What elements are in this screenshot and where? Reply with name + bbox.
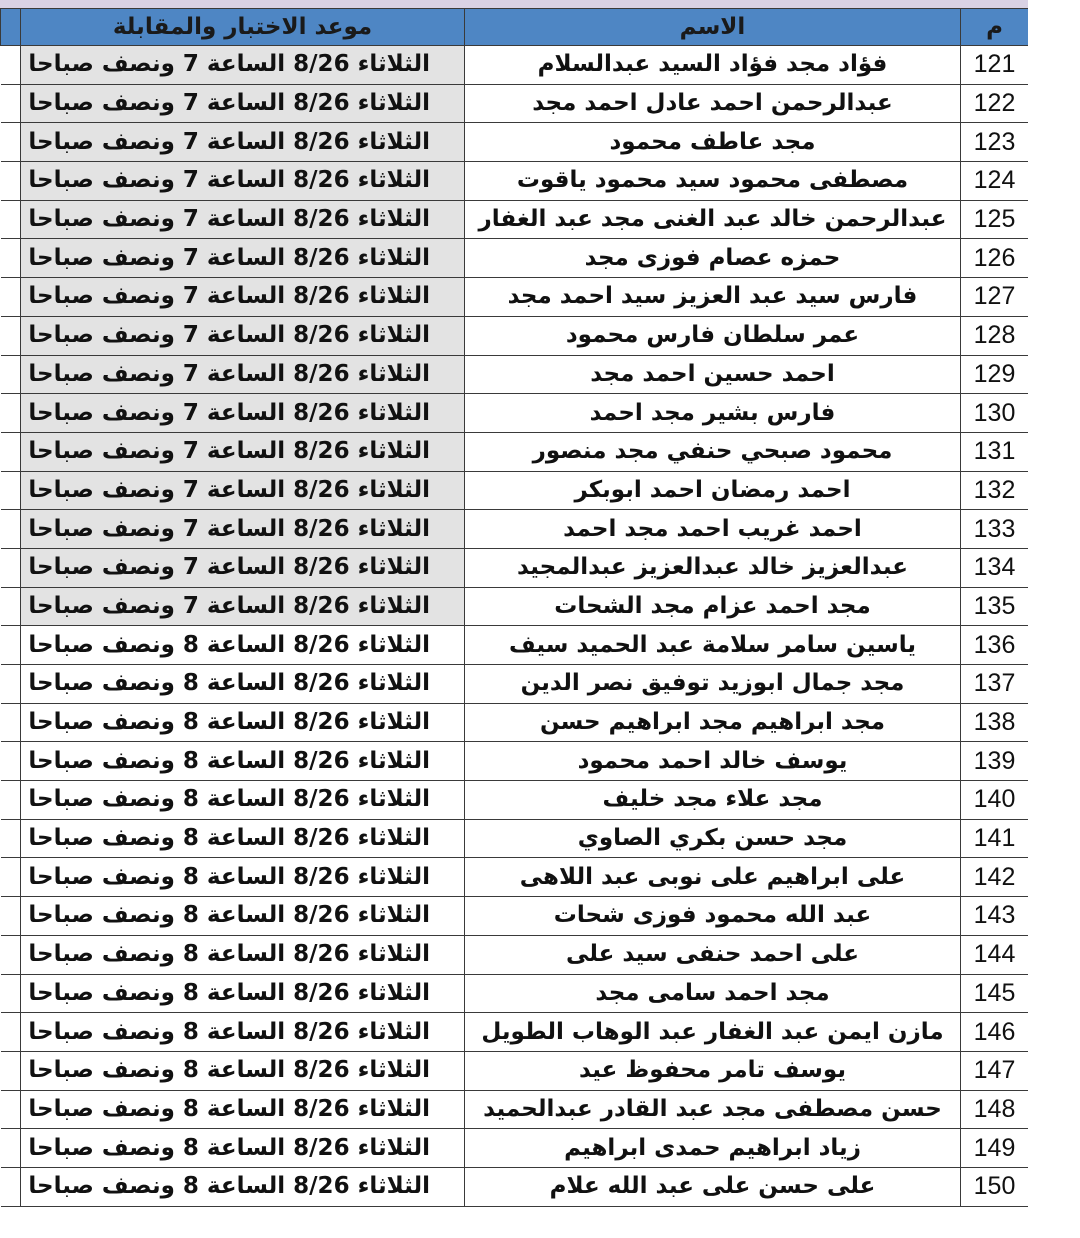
number-cell: 127: [961, 278, 1029, 317]
number-cell: 140: [961, 781, 1029, 820]
number-cell: 144: [961, 935, 1029, 974]
table-row: [1, 471, 1029, 510]
row-edge-cell: [1, 1090, 21, 1129]
table-row: [1, 742, 1029, 781]
schedule-cell: الثلاثاء 8/26 الساعة 8 ونصف صباحا: [21, 1167, 465, 1206]
schedule-cell: الثلاثاء 8/26 الساعة 7 ونصف صباحا: [21, 84, 465, 123]
schedule-cell: الثلاثاء 8/26 الساعة 7 ونصف صباحا: [21, 394, 465, 433]
number-cell: 143: [961, 897, 1029, 936]
schedule-cell: الثلاثاء 8/26 الساعة 8 ونصف صباحا: [21, 703, 465, 742]
table-row: [1, 200, 1029, 239]
name-cell: ياسين سامر سلامة عبد الحميد سيف: [465, 626, 961, 665]
table-row: [1, 1013, 1029, 1052]
row-edge-cell: [1, 471, 21, 510]
schedule-cell: الثلاثاء 8/26 الساعة 7 ونصف صباحا: [21, 278, 465, 317]
table-row: [1, 278, 1029, 317]
name-cell: مجد احمد عزام مجد الشحات: [465, 587, 961, 626]
schedule-cell: الثلاثاء 8/26 الساعة 7 ونصف صباحا: [21, 200, 465, 239]
header-schedule: موعد الاختبار والمقابلة: [21, 9, 465, 46]
schedule-cell: الثلاثاء 8/26 الساعة 8 ونصف صباحا: [21, 1051, 465, 1090]
row-edge-cell: [1, 355, 21, 394]
row-edge-cell: [1, 974, 21, 1013]
table-row: [1, 1167, 1029, 1206]
number-cell: 142: [961, 858, 1029, 897]
table-row: [1, 626, 1029, 665]
number-cell: 132: [961, 471, 1029, 510]
row-edge-cell: [1, 394, 21, 433]
table-row: [1, 316, 1029, 355]
name-cell: زياد ابراهيم حمدى ابراهيم: [465, 1129, 961, 1168]
schedule-cell: الثلاثاء 8/26 الساعة 8 ونصف صباحا: [21, 935, 465, 974]
table-row: [1, 239, 1029, 278]
header-name: الاسم: [465, 9, 961, 46]
table-row: [1, 1051, 1029, 1090]
name-cell: حسن مصطفى مجد عبد القادر عبدالحميد: [465, 1090, 961, 1129]
number-cell: 124: [961, 162, 1029, 201]
schedule-cell: الثلاثاء 8/26 الساعة 7 ونصف صباحا: [21, 316, 465, 355]
number-cell: 137: [961, 665, 1029, 704]
schedule-cell: الثلاثاء 8/26 الساعة 7 ونصف صباحا: [21, 587, 465, 626]
name-cell: مجد عاطف محمود: [465, 123, 961, 162]
number-cell: 122: [961, 84, 1029, 123]
name-cell: فارس سيد عبد العزيز سيد احمد مجد: [465, 278, 961, 317]
number-cell: 125: [961, 200, 1029, 239]
row-edge-cell: [1, 703, 21, 742]
schedule-cell: الثلاثاء 8/26 الساعة 8 ونصف صباحا: [21, 665, 465, 704]
row-edge-cell: [1, 123, 21, 162]
schedule-cell: الثلاثاء 8/26 الساعة 8 ونصف صباحا: [21, 626, 465, 665]
schedule-cell: الثلاثاء 8/26 الساعة 8 ونصف صباحا: [21, 858, 465, 897]
row-edge-cell: [1, 1013, 21, 1052]
table-body: [1, 46, 1029, 1207]
row-edge-cell: [1, 46, 21, 85]
table-row: [1, 935, 1029, 974]
schedule-cell: الثلاثاء 8/26 الساعة 8 ونصف صباحا: [21, 1129, 465, 1168]
schedule-cell: الثلاثاء 8/26 الساعة 7 ونصف صباحا: [21, 46, 465, 85]
row-edge-cell: [1, 665, 21, 704]
number-cell: 147: [961, 1051, 1029, 1090]
table-row: [1, 897, 1029, 936]
number-cell: 141: [961, 819, 1029, 858]
row-edge-cell: [1, 548, 21, 587]
schedule-cell: الثلاثاء 8/26 الساعة 7 ونصف صباحا: [21, 355, 465, 394]
header-row: [1, 9, 1029, 46]
number-cell: 139: [961, 742, 1029, 781]
number-cell: 146: [961, 1013, 1029, 1052]
row-edge-cell: [1, 819, 21, 858]
row-edge-cell: [1, 239, 21, 278]
table-row: [1, 46, 1029, 85]
schedule-cell: الثلاثاء 8/26 الساعة 8 ونصف صباحا: [21, 974, 465, 1013]
name-cell: مجد علاء مجد خليف: [465, 781, 961, 820]
schedule-cell: الثلاثاء 8/26 الساعة 8 ونصف صباحا: [21, 1090, 465, 1129]
schedule-cell: الثلاثاء 8/26 الساعة 7 ونصف صباحا: [21, 432, 465, 471]
row-edge-cell: [1, 84, 21, 123]
table-row: [1, 587, 1029, 626]
number-cell: 150: [961, 1167, 1029, 1206]
schedule-table: [0, 8, 1029, 1207]
number-cell: 138: [961, 703, 1029, 742]
schedule-cell: الثلاثاء 8/26 الساعة 7 ونصف صباحا: [21, 123, 465, 162]
schedule-cell: الثلاثاء 8/26 الساعة 7 ونصف صباحا: [21, 510, 465, 549]
row-edge-cell: [1, 510, 21, 549]
number-cell: 133: [961, 510, 1029, 549]
number-cell: 131: [961, 432, 1029, 471]
row-edge-cell: [1, 781, 21, 820]
row-edge-cell: [1, 858, 21, 897]
row-edge-cell: [1, 935, 21, 974]
name-cell: عبدالعزيز خالد عبدالعزيز عبدالمجيد: [465, 548, 961, 587]
table-row: [1, 781, 1029, 820]
name-cell: يوسف خالد احمد محمود: [465, 742, 961, 781]
name-cell: احمد حسين احمد مجد: [465, 355, 961, 394]
name-cell: حمزه عصام فوزى مجد: [465, 239, 961, 278]
name-cell: على حسن على عبد الله علام: [465, 1167, 961, 1206]
row-edge-cell: [1, 316, 21, 355]
number-cell: 134: [961, 548, 1029, 587]
row-edge-cell: [1, 200, 21, 239]
number-cell: 135: [961, 587, 1029, 626]
name-cell: فارس بشير مجد احمد: [465, 394, 961, 433]
table-row: [1, 123, 1029, 162]
name-cell: فؤاد مجد فؤاد السيد عبدالسلام: [465, 46, 961, 85]
table-row: [1, 974, 1029, 1013]
schedule-cell: الثلاثاء 8/26 الساعة 7 ونصف صباحا: [21, 471, 465, 510]
name-cell: عبدالرحمن احمد عادل احمد مجد: [465, 84, 961, 123]
table-row: [1, 1129, 1029, 1168]
row-edge-cell: [1, 626, 21, 665]
name-cell: مجد حسن بكري الصاوي: [465, 819, 961, 858]
right-margin: [1028, 0, 1080, 1238]
row-edge-cell: [1, 1167, 21, 1206]
name-cell: عمر سلطان فارس محمود: [465, 316, 961, 355]
name-cell: عبد الله محمود فوزى شحات: [465, 897, 961, 936]
number-cell: 148: [961, 1090, 1029, 1129]
row-edge-cell: [1, 162, 21, 201]
name-cell: مازن ايمن عبد الغفار عبد الوهاب الطويل: [465, 1013, 961, 1052]
table-row: [1, 548, 1029, 587]
schedule-cell: الثلاثاء 8/26 الساعة 7 ونصف صباحا: [21, 548, 465, 587]
table-row: [1, 355, 1029, 394]
number-cell: 145: [961, 974, 1029, 1013]
number-cell: 128: [961, 316, 1029, 355]
header-number: م: [961, 9, 1029, 46]
schedule-cell: الثلاثاء 8/26 الساعة 7 ونصف صباحا: [21, 162, 465, 201]
number-cell: 136: [961, 626, 1029, 665]
name-cell: مجد جمال ابوزيد توفيق نصر الدين: [465, 665, 961, 704]
row-edge-cell: [1, 587, 21, 626]
name-cell: احمد غريب احمد مجد احمد: [465, 510, 961, 549]
name-cell: على احمد حنفى سيد على: [465, 935, 961, 974]
table-row: [1, 510, 1029, 549]
number-cell: 130: [961, 394, 1029, 433]
name-cell: يوسف تامر محفوظ عيد: [465, 1051, 961, 1090]
table-row: [1, 665, 1029, 704]
number-cell: 129: [961, 355, 1029, 394]
table-row: [1, 162, 1029, 201]
number-cell: 123: [961, 123, 1029, 162]
name-cell: مجد ابراهيم مجد ابراهيم حسن: [465, 703, 961, 742]
row-edge-cell: [1, 897, 21, 936]
name-cell: على ابراهيم على نوبى عبد اللاهى: [465, 858, 961, 897]
row-edge-cell: [1, 742, 21, 781]
schedule-cell: الثلاثاء 8/26 الساعة 8 ونصف صباحا: [21, 897, 465, 936]
name-cell: احمد رمضان احمد ابوبكر: [465, 471, 961, 510]
header-edge-cell: [1, 9, 21, 46]
number-cell: 126: [961, 239, 1029, 278]
table-row: [1, 703, 1029, 742]
schedule-cell: الثلاثاء 8/26 الساعة 7 ونصف صباحا: [21, 239, 465, 278]
name-cell: محمود صبحي حنفي مجد منصور: [465, 432, 961, 471]
table-row: [1, 394, 1029, 433]
number-cell: 149: [961, 1129, 1029, 1168]
table-row: [1, 84, 1029, 123]
schedule-cell: الثلاثاء 8/26 الساعة 8 ونصف صباحا: [21, 781, 465, 820]
name-cell: عبدالرحمن خالد عبد الغنى مجد عبد الغفار: [465, 200, 961, 239]
schedule-cell: الثلاثاء 8/26 الساعة 8 ونصف صباحا: [21, 742, 465, 781]
table-row: [1, 858, 1029, 897]
name-cell: مجد احمد سامى مجد: [465, 974, 961, 1013]
row-edge-cell: [1, 278, 21, 317]
number-cell: 121: [961, 46, 1029, 85]
row-edge-cell: [1, 432, 21, 471]
table-row: [1, 1090, 1029, 1129]
table-row: [1, 432, 1029, 471]
row-edge-cell: [1, 1129, 21, 1168]
schedule-cell: الثلاثاء 8/26 الساعة 8 ونصف صباحا: [21, 819, 465, 858]
schedule-cell: الثلاثاء 8/26 الساعة 8 ونصف صباحا: [21, 1013, 465, 1052]
row-edge-cell: [1, 1051, 21, 1090]
table-row: [1, 819, 1029, 858]
name-cell: مصطفى محمود سيد محمود ياقوت: [465, 162, 961, 201]
